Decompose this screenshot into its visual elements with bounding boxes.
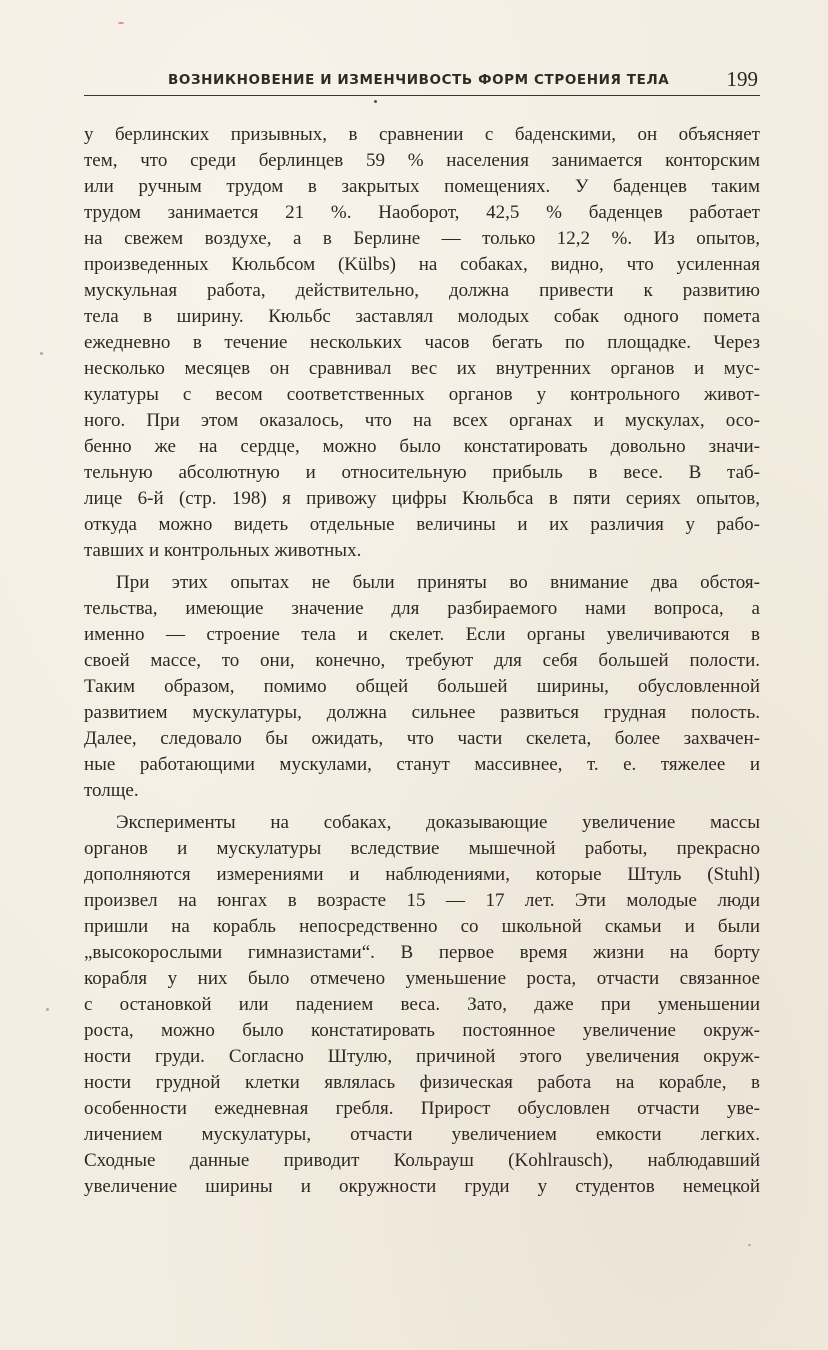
text-line: откуда можно видеть отдельные величины и их различия у рабо- [84,514,760,535]
text-line: толще. [84,780,139,801]
text-line: Далее, следовало бы ожидать, что части скелета, более захвачен- [84,728,760,749]
page-number: 199 [726,67,758,91]
paragraph-2 [84,570,760,804]
text-line: тельства, имеющие значение для разбираемого нами вопроса, а [84,598,760,619]
text-line: несколько месяцев он сравнивал вес их внутренних органов и мус- [84,358,760,379]
text-line: своей массе, то они, конечно, требуют для себя большей полости. [84,650,760,671]
text-line: пришли на корабль непосредственно со школьной скамьи и были [84,916,760,937]
text-line: ности грудной клетки являлась физическая работа на корабле, в [84,1072,760,1093]
text-line: у берлинских призывных, в сравнении с баденскими, он объясняет [84,124,760,145]
text-line: на свежем воздухе, а в Берлине — только 12,2 %. Из опытов, [84,228,760,249]
text-line: Таким образом, помимо общей большей ширины, обусловленной [84,676,760,697]
text-line: тавших и контрольных животных. [84,540,362,561]
text-line: трудом занимается 21 %. Наоборот, 42,5 % баденцев работает [84,202,760,223]
paper-speck [40,352,43,355]
text-line: с остановкой или падением веса. Зато, даже при уменьшении [84,994,760,1015]
text-line: развитием мускулатуры, должна сильнее развиться грудная полость. [84,702,760,723]
paper-speck [118,22,124,24]
paragraph-3 [84,810,760,1200]
text-line: ности груди. Согласно Штулю, причиной этого увеличения окруж- [84,1046,760,1067]
text-line: кулатуры с весом соответственных органов у контрольного живот- [84,384,760,405]
text-line: личением мускулатуры, отчасти увеличением емкости легких. [84,1124,760,1145]
text-line: „высокорослыми гимназистами“. В первое время жизни на борту [84,942,760,963]
header-rule [84,95,760,96]
text-line: Эксперименты на собаках, доказывающие увеличение массы [116,812,760,833]
text-line: ные работающими мускулами, станут массивнее, т. е. тяжелее и [84,754,760,775]
text-line: или ручным трудом в закрытых помещениях. У баденцев таким [84,176,760,197]
text-line: тельную абсолютную и относительную прибыль в весе. В таб- [84,462,760,483]
text-line: ежедневно в течение нескольких часов бегать по площадке. Через [84,332,760,353]
body-text [84,122,760,1200]
text-line: особенности ежедневная гребля. Прирост обусловлен отчасти уве- [84,1098,760,1119]
text-line: тела в ширину. Кюльбс заставлял молодых собак одного помета [84,306,760,327]
paper-speck [374,100,377,103]
text-line: мускульная работа, действительно, должна привести к развитию [84,280,760,301]
text-line: бенно же на сердце, можно было констатировать довольно значи- [84,436,760,457]
text-line: лице 6-й (стр. 198) я привожу цифры Кюльбса в пяти сериях опытов, [84,488,760,509]
text-line: органов и мускулатуры вследствие мышечной работы, прекрасно [84,838,760,859]
paper-speck [748,1244,751,1246]
text-line: произвел на юнгах в возрасте 15 — 17 лет. Эти молодые люди [84,890,760,911]
text-line: увеличение ширины и окружности груди у студентов немецкой [84,1176,760,1197]
text-line: ного. При этом оказалось, что на всех органах и мускулах, осо- [84,410,760,431]
text-line: Сходные данные приводит Кольрауш (Kohlrausch), наблюдавший [84,1150,760,1171]
paper-speck [46,1008,49,1011]
text-line: дополняются измерениями и наблюдениями, которые Штуль (Stuhl) [84,864,760,885]
text-line: При этих опытах не были приняты во внимание два обстоя- [116,572,760,593]
paragraph-1 [84,122,760,564]
running-title: ВОЗНИКНОВЕНИЕ И ИЗМЕНЧИВОСТЬ ФОРМ СТРОЕНИЯ ТЕЛА [168,72,670,88]
running-head [84,67,760,96]
text-line: корабля у них было отмечено уменьшение роста, отчасти связанное [84,968,760,989]
text-line: именно — строение тела и скелет. Если органы увеличиваются в [84,624,760,645]
text-line: тем, что среди берлинцев 59 % населения занимается конторским [84,150,760,171]
text-line: произведенных Кюльбсом (Külbs) на собаках, видно, что усиленная [84,254,760,275]
text-line: роста, можно было констатировать постоянное увеличение окруж- [84,1020,760,1041]
